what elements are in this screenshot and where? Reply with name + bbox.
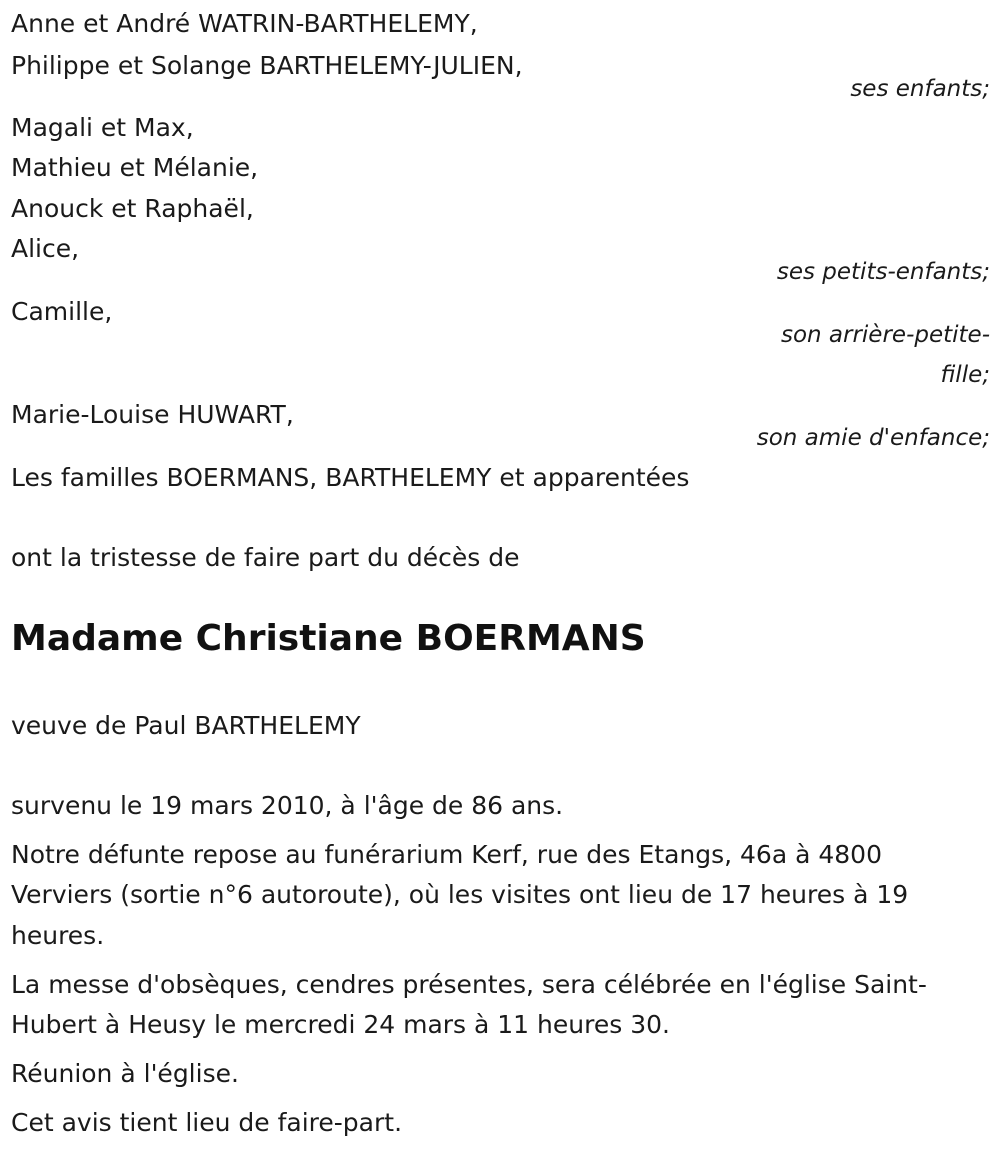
notice-line: Cet avis tient lieu de faire-part. [11, 1108, 403, 1137]
widow-of-line: veuve de Paul BARTHELEMY [11, 711, 361, 740]
meeting-line: Réunion à l'église. [11, 1059, 239, 1088]
grandchildren-line-4: Alice, [11, 234, 80, 263]
children-role: ses enfants; [850, 76, 990, 102]
friend-line-1: Marie-Louise HUWART, [11, 400, 294, 429]
announcement-line: ont la tristesse de faire part du décès de [11, 543, 520, 572]
rest-line-3: heures. [11, 921, 105, 950]
rest-line-1: Notre défunte repose au funérarium Kerf, rue des Etangs, 46a à 4800 [11, 840, 882, 869]
grandchildren-line-1: Magali et Max, [11, 113, 194, 142]
friend-role: son amie d'enfance; [756, 425, 990, 451]
great-grandchild-role-line-2: fille; [940, 362, 990, 388]
great-grandchild-role-line-1: son arrière-petite- [780, 322, 990, 348]
mass-line-2: Hubert à Heusy le mercredi 24 mars à 11 heures 30. [11, 1010, 670, 1039]
mass-line-1: La messe d'obsèques, cendres présentes, sera célébrée en l'église Saint- [11, 970, 927, 999]
deceased-name: Madame Christiane BOERMANS [11, 618, 646, 659]
great-grandchild-line-1: Camille, [11, 297, 113, 326]
death-details: survenu le 19 mars 2010, à l'âge de 86 ans. [11, 791, 564, 820]
grandchildren-line-3: Anouck et Raphaël, [11, 194, 254, 223]
grandchildren-role: ses petits-enfants; [776, 259, 990, 285]
rest-line-2: Verviers (sortie n°6 autoroute), où les visites ont lieu de 17 heures à 19 [11, 880, 909, 909]
children-line-2: Philippe et Solange BARTHELEMY-JULIEN, [11, 51, 523, 80]
families-line: Les familles BOERMANS, BARTHELEMY et apparentées [11, 463, 690, 492]
children-line-1: Anne et André WATRIN-BARTHELEMY, [11, 9, 478, 38]
grandchildren-line-2: Mathieu et Mélanie, [11, 153, 259, 182]
